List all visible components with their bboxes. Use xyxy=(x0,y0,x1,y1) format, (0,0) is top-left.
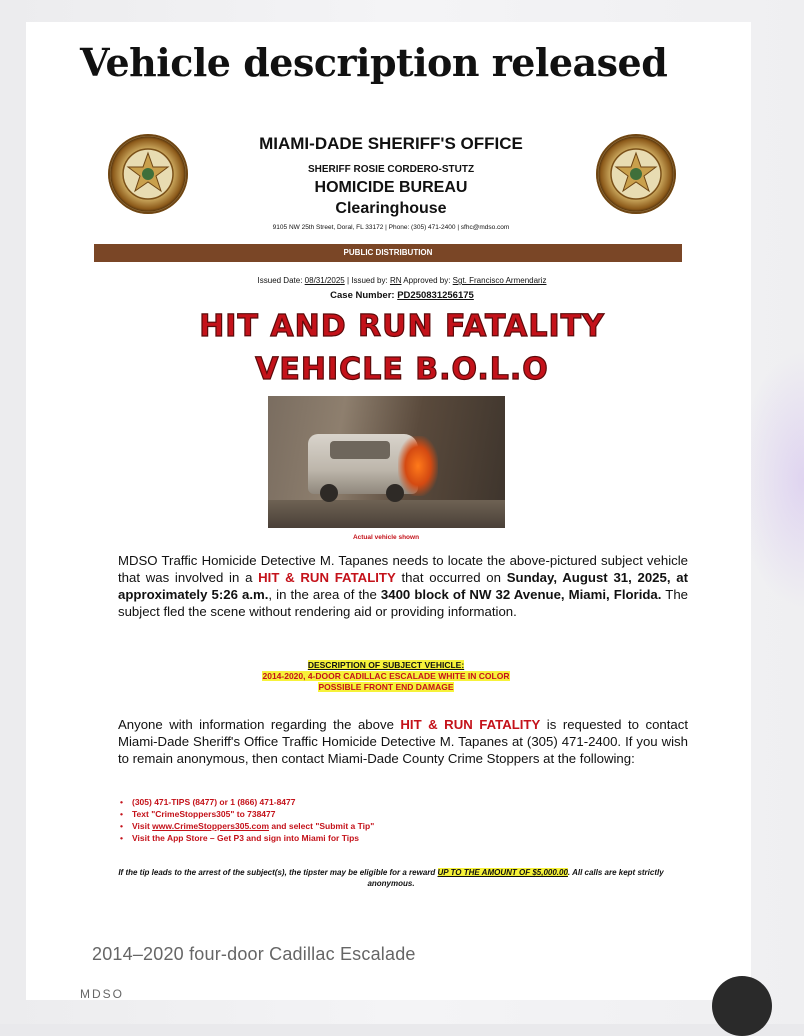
vehicle-description xyxy=(76,660,696,693)
sheriff-name: SHERIFF ROSIE CORDERO-STUTZ xyxy=(307,164,475,175)
bureau-name: HOMICIDE BUREAU xyxy=(314,179,468,196)
contact-paragraph: Anyone with information regarding the above HIT & RUN FATALITY is requested to contact Miami-Dade Sheriff's Office Traffic Homicide Detective M. Tapanes at (305) 471-2400. If you wish to remain anonymous, then contact Miami-Dade County Crime Stoppers at the following: xyxy=(118,717,688,766)
reward-footnote: If the tip leads to the arrest of the subject(s), the tipster may be eligible for a reward UP TO THE AMOUNT OF $5,000.00. All calls are kept strictly anonymous. xyxy=(118,868,664,888)
tip-list xyxy=(120,796,374,844)
case-label: Case Number: xyxy=(330,290,395,301)
crimestoppers-link[interactable]: www.CrimeStoppers305.com xyxy=(152,821,270,831)
image-caption: 2014–2020 four-door Cadillac Escalade xyxy=(92,944,416,964)
sheriff-badge-right-icon xyxy=(596,134,676,214)
issued-label: Issued Date: xyxy=(257,276,303,285)
list-item: • Visit www.CrimeStoppers305.com and select "Submit a Tip" xyxy=(120,820,374,832)
corner-button[interactable] xyxy=(712,976,772,1036)
sheriff-badge-left-icon xyxy=(108,134,188,214)
list-item: • Visit the App Store – Get P3 and sign into Miami for Tips xyxy=(120,832,374,844)
incident-paragraph: MDSO Traffic Homicide Detective M. Tapanes needs to locate the above-pictured subject vehicle that was involved in a HIT & RUN FATALITY that occurred on Sunday, August 31, 2025, at approximately 5:26 a.m., in the area of the 3400 block of NW 32 Avenue, Miami, Florida. The subject fled the scene without rendering aid or providing information. xyxy=(118,553,688,619)
unit-name: Clearinghouse xyxy=(335,200,447,217)
distribution-bar: PUBLIC DISTRIBUTION xyxy=(94,244,682,262)
agency-name: MIAMI-DADE SHERIFF'S OFFICE xyxy=(259,134,523,153)
article-headline: Vehicle description released xyxy=(80,40,668,85)
list-item: • Text "CrimeStoppers305" to 738477 xyxy=(120,808,374,820)
photo-caption: Actual vehicle shown xyxy=(352,534,420,541)
description-line1: 2014-2020, 4-DOOR CADILLAC ESCALADE WHITE IN COLOR xyxy=(262,671,510,681)
bolo-title-line2: VEHICLE B.O.L.O xyxy=(255,352,549,387)
approved-label: Approved by: xyxy=(403,276,451,285)
issue-info xyxy=(76,276,728,285)
issued-by-label: | Issued by: xyxy=(346,276,388,285)
image-credit: MDSO xyxy=(80,987,124,1001)
vehicle-photo xyxy=(268,396,505,528)
list-item: • (305) 471-TIPS (8477) or 1 (866) 471-8477 xyxy=(120,796,374,808)
description-line2: POSSIBLE FRONT END DAMAGE xyxy=(318,682,454,692)
description-heading: DESCRIPTION OF SUBJECT VEHICLE: xyxy=(307,660,465,670)
issued-date: 08/31/2025 xyxy=(304,276,345,285)
issued-by: RN xyxy=(389,276,402,285)
bolo-flyer-image[interactable] xyxy=(76,112,728,932)
agency-address: 9105 NW 25th Street, Doral, FL 33172 | Phone: (305) 471-2400 | sfhc@mdso.com xyxy=(272,224,510,231)
approved-by: Sgt. Francisco Armendariz xyxy=(452,276,547,285)
bolo-title-line1: HIT AND RUN FATALITY xyxy=(199,309,605,344)
case-number-line xyxy=(76,290,728,301)
case-number: PD250831256175 xyxy=(397,290,474,301)
